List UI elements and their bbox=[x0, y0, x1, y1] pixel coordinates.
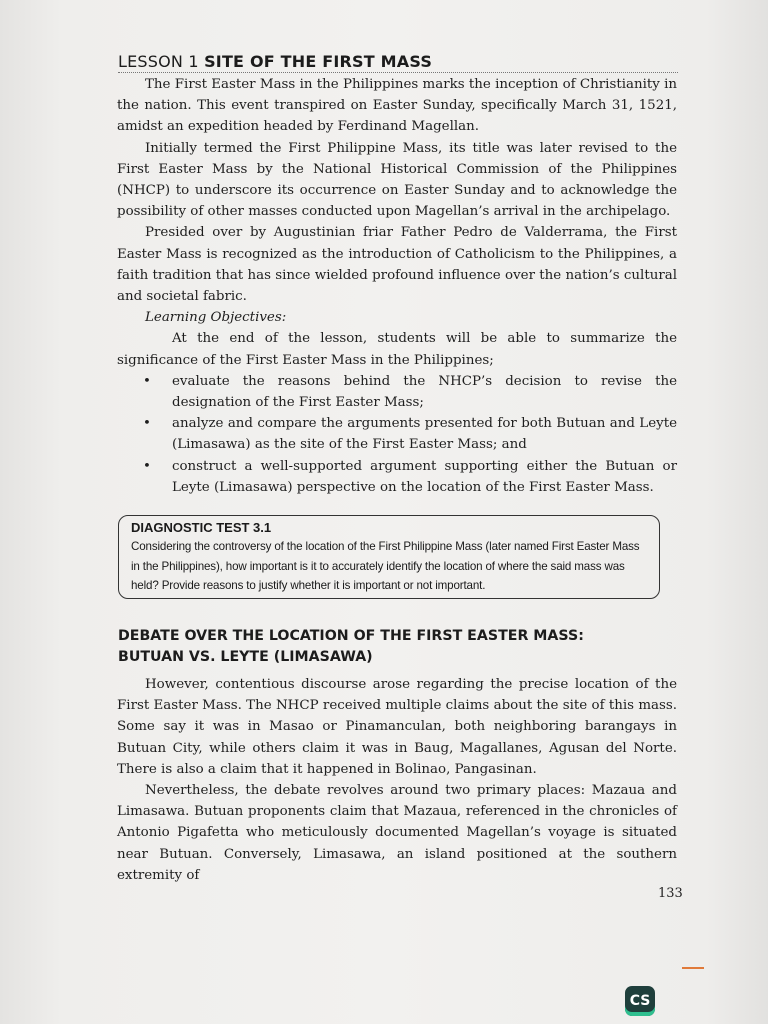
objective-item: • construct a well-supported argument supporting either the Butuan or Leyte (Limasawa) perspective on the location of the First Easter Mass. bbox=[117, 456, 677, 498]
paragraph: Nevertheless, the debate revolves around two primary places: Mazaua and Limasawa. Butuan proponents claim that Mazaua, referenced in the chronicles of Antonio Pigafetta who meticulously documented Magellan’s voyage is situated near Butuan. Conversely, Limasawa, an island positioned at the southern extremity of bbox=[117, 783, 677, 883]
debate-heading-line2: BUTUAN VS. LEYTE (LIMASAWA) bbox=[118, 649, 373, 665]
diagnostic-test-box bbox=[118, 515, 660, 599]
paragraph: However, contentious discourse arose regarding the precise location of the First Easter Mass. The NHCP received multiple claims about the site of this mass. Some say it was in Masao or Pinamanculan, both neighboring barangays in Butuan City, while others claim it was in Baug, Magallanes, Agusan del Norte. There is also a claim that it happened in Bolinao, Pangasinan. bbox=[117, 677, 677, 777]
objective-item: • analyze and compare the arguments presented for both Butuan and Leyte (Limasawa) as the site of the First Easter Mass; and bbox=[117, 413, 677, 455]
bullet-icon: • bbox=[143, 458, 151, 474]
debate-heading bbox=[118, 626, 678, 668]
lesson-heading bbox=[118, 52, 678, 73]
lesson-number: LESSON 1 bbox=[118, 52, 199, 71]
bullet-icon: • bbox=[143, 416, 151, 432]
learning-objectives-label: Learning Objectives: bbox=[145, 310, 287, 326]
camscanner-logo-icon: CS bbox=[625, 986, 655, 1016]
lesson-body bbox=[117, 74, 677, 498]
diagnostic-title: DIAGNOSTIC TEST 3.1 bbox=[131, 520, 272, 535]
debate-heading-line1: DEBATE OVER THE LOCATION OF THE FIRST EASTER MASS: bbox=[118, 628, 584, 644]
decorative-mark bbox=[682, 967, 704, 969]
bullet-icon: • bbox=[143, 373, 151, 389]
page-number: 133 bbox=[658, 886, 683, 901]
paragraph: Initially termed the First Philippine Mass, its title was later revised to the First Easter Mass by the National Historical Commission of the Philippines (NHCP) to underscore its occurrence on Easter Sunday and to acknowledge the possibility of other masses conducted upon Magellan’s arrival in the archipelago. bbox=[117, 140, 677, 220]
paragraph: Presided over by Augustinian friar Father Pedro de Valderrama, the First Easter Mass is recognized as the introduction of Catholicism to the Philippines, a faith tradition that has since wielded profound influence over the nation’s cultural and societal fabric. bbox=[117, 225, 677, 305]
lesson-title: SITE OF THE FIRST MASS bbox=[204, 52, 433, 71]
diagnostic-question: Considering the controversy of the location of the First Philippine Mass (later named First Easter Mass in the Philippines), how important is it to accurately identify the location of where the said mass was held? Provide reasons to justify whether it is important or not important. bbox=[131, 540, 640, 592]
debate-body bbox=[117, 674, 677, 886]
learning-objectives-intro: At the end of the lesson, students will be able to summarize the significance of the First Easter Mass in the Philippines; bbox=[117, 331, 677, 368]
objective-item: • evaluate the reasons behind the NHCP’s decision to revise the designation of the First Easter Mass; bbox=[117, 371, 677, 413]
paragraph: The First Easter Mass in the Philippines marks the inception of Christianity in the nation. This event transpired on Easter Sunday, specifically March 31, 1521, amidst an expedition headed by Ferdinand Magellan. bbox=[117, 77, 677, 135]
objectives-list bbox=[117, 371, 677, 498]
